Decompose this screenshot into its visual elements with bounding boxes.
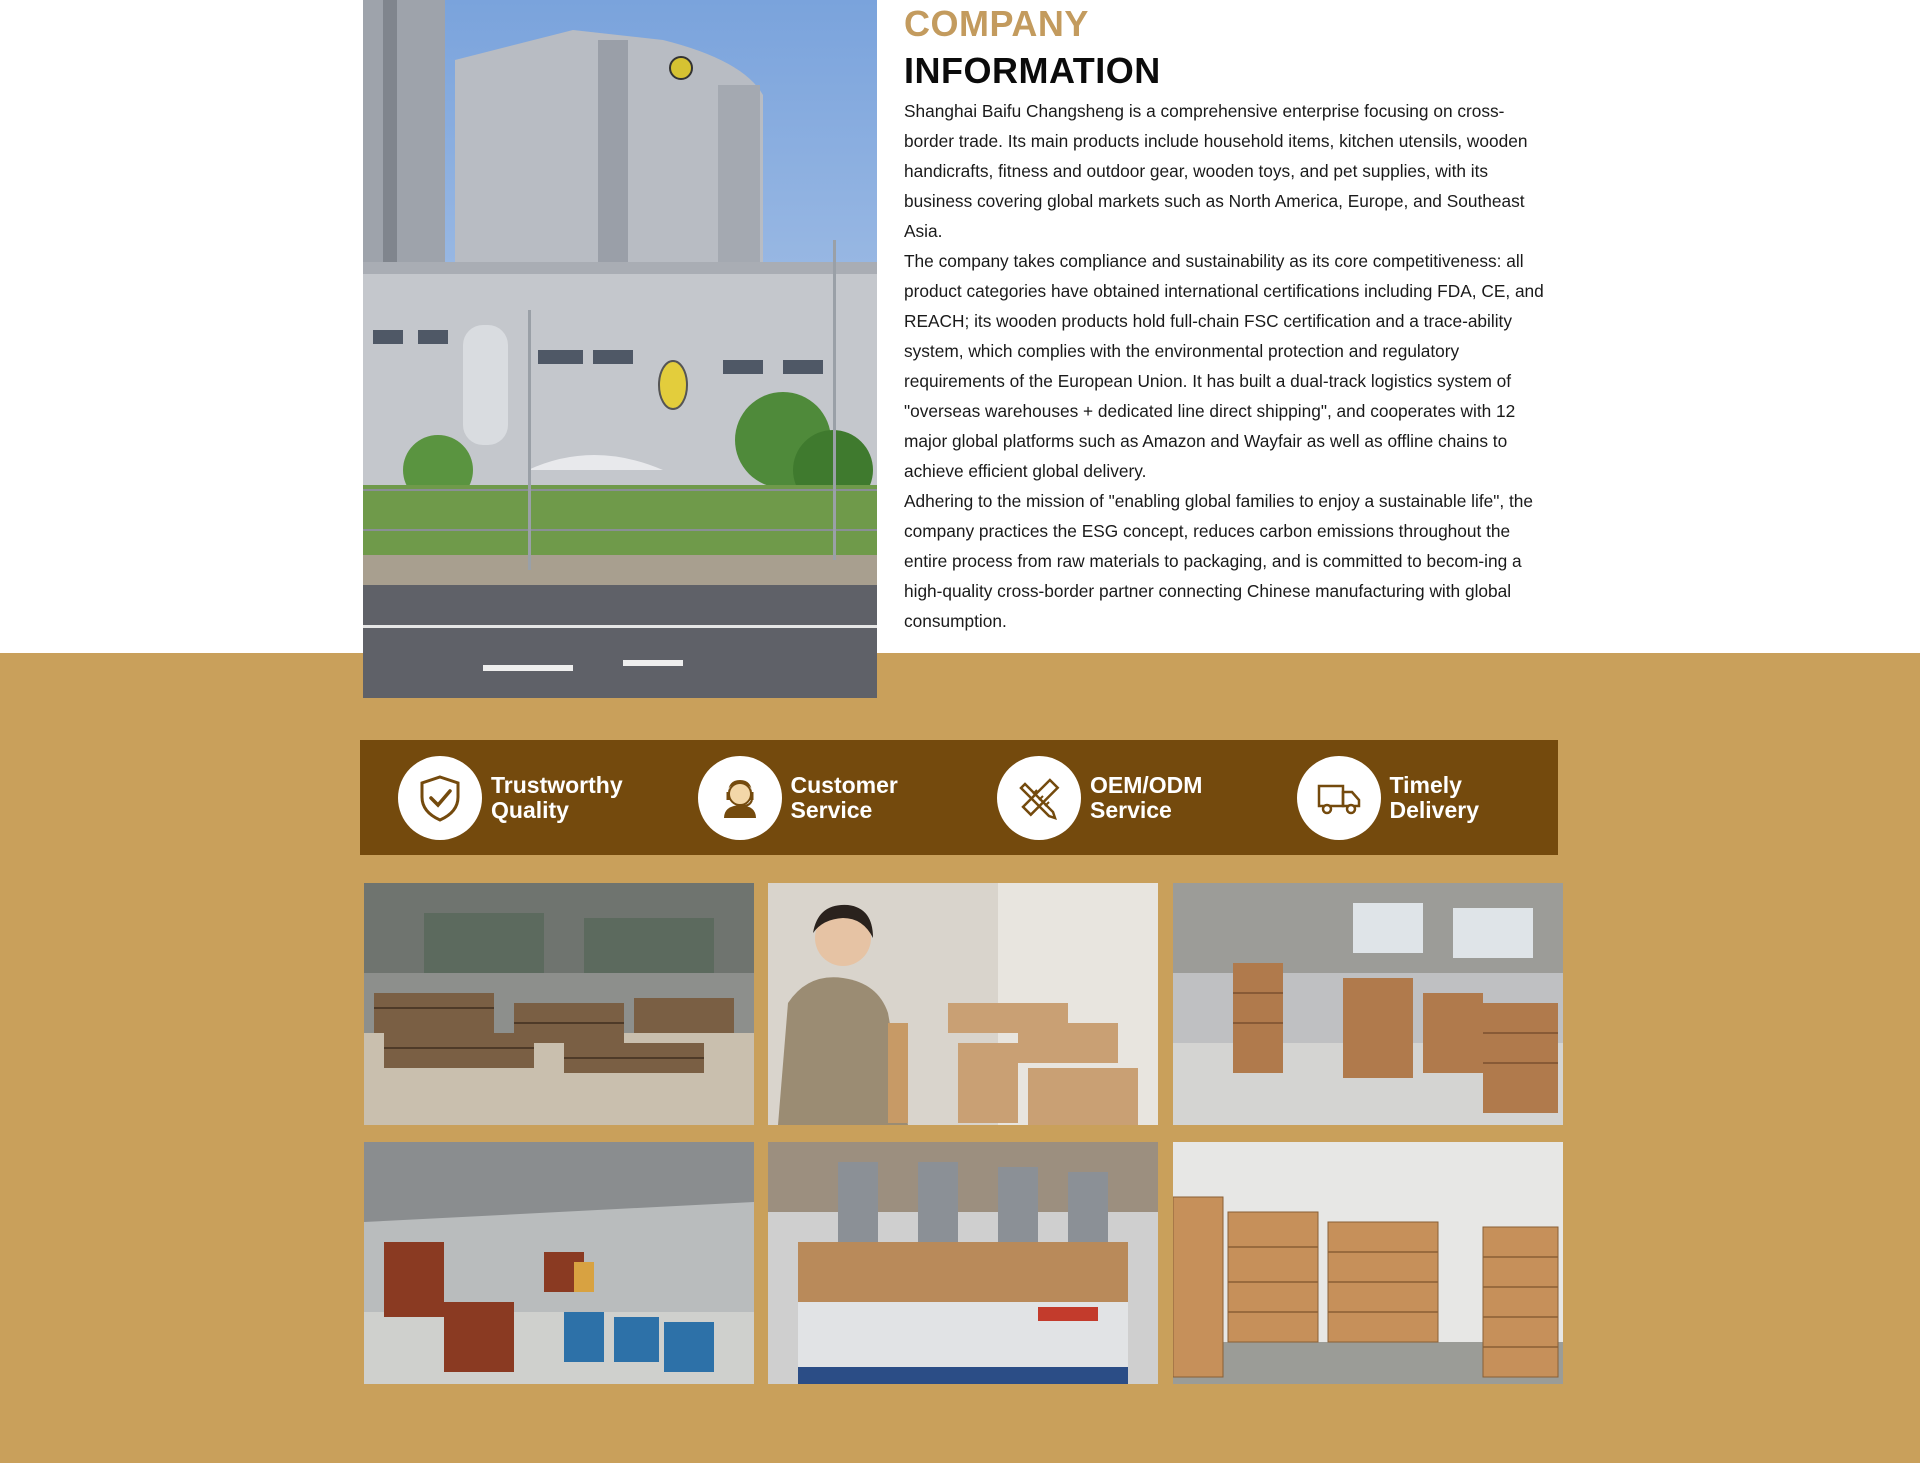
ruler-pencil-icon (1013, 772, 1065, 824)
section-title-information: INFORMATION (904, 50, 1161, 91)
worker-inspecting-wood-photo (768, 883, 1158, 1125)
feature-oem-odm-service (959, 756, 1259, 840)
feature-label-line2: Service (1090, 796, 1172, 823)
compliance-paragraph: The company takes compliance and sustainability as its core competitiveness: all product categories have obtained international certifications including FDA, CE, and REACH; its wooden products hold full-chain FSC certification and a trace-ability system, which complies with the environmental protection and regulatory requirements of the European Union. It has built a dual-track logistics system of "overseas warehouses + dedicated line direct shipping", and cooperates with 12 major global platforms such as Amazon and Wayfair as well as offline chains to achieve efficient global delivery. (904, 251, 1544, 481)
factory-exterior-photo (363, 0, 877, 698)
feature-trustworthy-quality (360, 756, 660, 840)
cnc-machine-photo (768, 1142, 1158, 1384)
warehouse-cartons-photo (1173, 1142, 1563, 1384)
workshop-boxes-photo (1173, 883, 1563, 1125)
production-line-photo (364, 1142, 754, 1384)
delivery-truck-icon (1313, 772, 1365, 824)
feature-label-line1: Trustworthy (491, 771, 623, 798)
company-information-section (904, 2, 1544, 636)
lumber-stacks-photo (364, 883, 754, 1125)
feature-label-line1: Timely (1389, 771, 1462, 798)
feature-label-line2: Delivery (1389, 796, 1480, 823)
support-agent-icon (714, 772, 766, 824)
feature-label-line2: Service (790, 796, 873, 823)
shield-check-icon (414, 772, 466, 824)
company-intro-paragraph: Shanghai Baifu Changsheng is a comprehensive enterprise focusing on cross-border trade. Its main products include household items, kitchen utensils, wooden handicrafts, fitness and outdoor gear, wooden toys, and pet supplies, with its business covering global markets such as North America, Europe, and Southeast Asia. (904, 101, 1528, 241)
features-bar (360, 740, 1558, 855)
feature-label-line1: OEM/ODM (1090, 771, 1203, 798)
feature-timely-delivery (1259, 756, 1559, 840)
feature-label-line2: Quality (491, 796, 569, 823)
section-title-company: COMPANY (904, 3, 1089, 44)
feature-customer-service (660, 756, 960, 840)
feature-label-line1: Customer (790, 771, 898, 798)
mission-paragraph: Adhering to the mission of "enabling global families to enjoy a sustainable life", the company practices the ESG concept, reduces carbon emissions throughout the entire process from raw materials to packaging, and is committed to becom-ing a high-quality cross-border partner connecting Chinese manufacturing with global consumption. (904, 491, 1534, 631)
